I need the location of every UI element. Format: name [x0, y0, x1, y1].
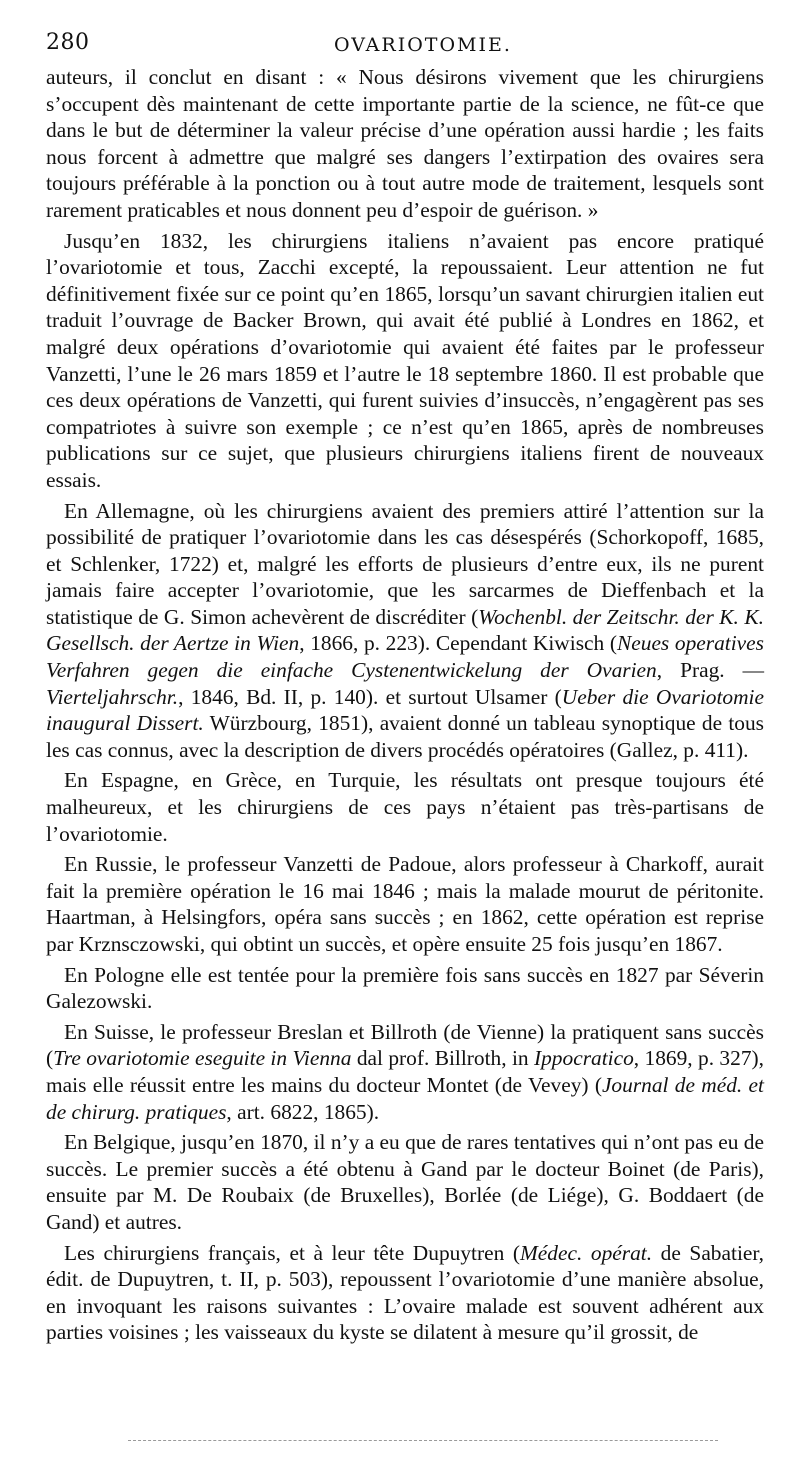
- text-run: En Pologne elle est tentée pour la première fois sans succès en 1827 par Séverin Galezowski.: [46, 962, 764, 1014]
- italic-citation: Vierteljahrschr.: [46, 684, 179, 709]
- text-run: , 1869, p. 327), mais elle réussit entre les mains du docteur Montet (de Vevey) (: [46, 1046, 764, 1097]
- paragraph: [46, 1129, 764, 1235]
- italic-citation: Neues operatives Verfahren gegen die einfache Cystenentwickelung der Ovarien: [46, 631, 764, 683]
- text-run: , art. 6822, 1865).: [226, 1099, 380, 1124]
- paragraph: [46, 498, 764, 764]
- text-run: En Suisse, le professeur Breslan et Billroth (de Vienne) la pratiquent sans succès (: [46, 1019, 764, 1071]
- text-run: En Belgique, jusqu’en 1870, il n’y a eu que de rares tentatives qui n’ont pas eu de succès. Le premier succès a été obtenu à Gand par le docteur Boinet (de Paris), ensuite par M. De Roubaix (de Bruxelles), Borlée (de Liége), G. Boddaert (de Gand) et autres.: [46, 1130, 764, 1234]
- paragraph: [46, 1019, 764, 1125]
- paragraph: [46, 64, 764, 224]
- paragraph: [46, 962, 764, 1015]
- page-header: [34, 26, 760, 66]
- running-head: OVARIOTOMIE.: [334, 34, 512, 56]
- text-run: , 1846, Bd. II, p. 140). et surtout Ulsamer (: [178, 684, 562, 709]
- italic-citation: Médec. opérat.: [519, 1240, 653, 1265]
- italic-citation: Ippocratico: [533, 1046, 634, 1071]
- text-run: En Russie, le professeur Vanzetti de Padoue, alors professeur à Charkoff, aurait fait la première opération le 16 mai 1846 ; mais la malade mourut de péritonite. Haartman, à Helsingfors, opéra sans succès ; en 1862, cette opération est reprise par Krznsczowski, qui obtint un succès, et opère ensuite 25 fois jusqu’en 1867.: [46, 852, 764, 956]
- footer-rule: [128, 1440, 718, 1441]
- text-run: Les chirurgiens français, et à leur tête Dupuytren (: [64, 1240, 520, 1265]
- text-run: Jusqu’en 1832, les chirurgiens italiens n’avaient pas encore pratiqué l’ovariotomie et tous, Zacchi excepté, la repoussaient. Leur attention ne fut définitivement fixée sur ce point qu’en 1865, lorsqu’un savant chirurgien italien eut traduit l’ouvrage de Backer Brown, qui avait été publié à Londres en 1862, et malgré deux opérations d’ovariotomie qui avaient été faites par le professeur Vanzetti, l’une le 26 mars 1859 et l’autre le 18 septembre 1860. Il est probable que ces deux opérations de Vanzetti, qui furent suivies d’insuccès, n’engagèrent pas ses compatriotes à suivre son exemple ; ce n’est qu’en 1865, après de nombreuses publications sur ce sujet, que plusieurs chirurgiens italiens firent de nouveaux essais.: [46, 228, 764, 492]
- text-run: , 1866, p. 223). Cependant Kiwisch (: [299, 631, 617, 656]
- paragraph: [46, 228, 764, 494]
- page-number: 280: [46, 30, 90, 55]
- paragraph: [46, 767, 764, 847]
- text-run: de Sabatier, édit. de Dupuytren, t. II, p. 503), repoussent l’ovariotomie d’une manière absolue, en invoquant les raisons suivantes : L’ovaire malade est souvent adhérent aux parties voisines ; les vaisseaux du kyste se dilatent à mesure qu’il grossit, de: [46, 1240, 764, 1345]
- text-run: dal prof. Billroth, in: [351, 1046, 534, 1071]
- paragraph: [46, 851, 764, 957]
- italic-citation: Tre ovariotomie eseguite in Vienna: [53, 1046, 352, 1071]
- italic-citation: Wochenbl. der Zeitschr. der K. K. Gesellsch. der Aertze in Wien: [46, 604, 764, 656]
- text-run: Würzbourg, 1851), avaient donné un tableau synoptique de tous les cas connus, avec la description de divers procédés opératoires (Gallez, p. 411).: [46, 711, 764, 762]
- text-run: , Prag. —: [656, 658, 764, 683]
- italic-citation: Journal de méd. et de chirurg. pratiques: [46, 1072, 764, 1124]
- text-run: En Espagne, en Grèce, en Turquie, les résultats ont presque toujours été malheureux, et les chirurgiens de ces pays n’étaient pas très-partisans de l’ovariotomie.: [46, 768, 764, 846]
- text-run: En Allemagne, où les chirurgiens avaient des premiers attiré l’attention sur la possibilité de pratiquer l’ovariotomie dans les cas désespérés (Schorkopoff, 1685, et Schlenker, 1722) et, malgré les efforts de plusieurs d’entre eux, ils ne purent jamais faire accepter l’ovariotomie, que les sarcarmes de Dieffenbach et la statistique de G. Simon achevèrent de discréditer (: [46, 498, 764, 629]
- text-run: auteurs, il conclut en disant : « Nous désirons vivement que les chirurgiens s’occupent dès maintenant de cette importante partie de la science, ne fût-ce que dans le but de déterminer la valeur précise d’une opération aussi hardie ; les faits nous forcent à admettre que malgré ses dangers l’extirpation des ovaires sera toujours préférable à la ponction ou à tout autre mode de traitement, lesquels sont rarement praticables et nous donnent peu d’espoir de guérison. »: [46, 65, 764, 222]
- body-text: [46, 64, 764, 1350]
- italic-citation: Ueber die Ovariotomie inaugural Dissert.: [46, 684, 764, 736]
- paragraph: [46, 1240, 764, 1346]
